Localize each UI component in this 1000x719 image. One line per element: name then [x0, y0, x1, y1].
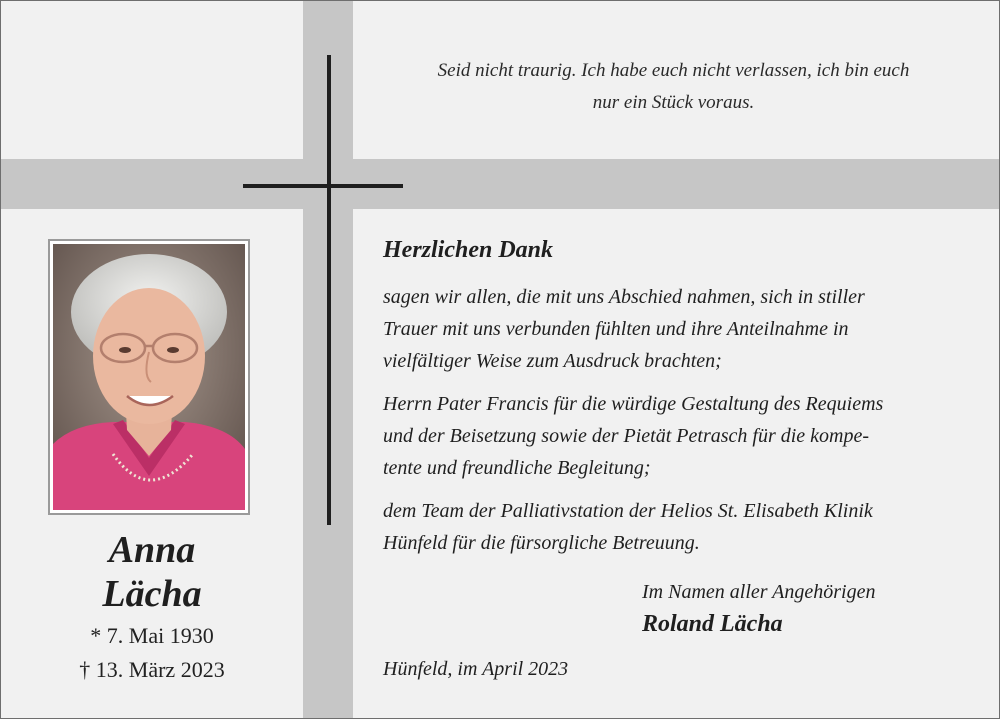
on-behalf-text: Im Namen aller Angehörigen — [642, 581, 876, 603]
birth-date: * 7. Mai 1930 — [90, 623, 214, 648]
death-date: † 13. März 2023 — [79, 657, 225, 682]
cross-icon-horizontal-bar — [243, 184, 403, 188]
thanks-paragraph — [383, 495, 983, 559]
deceased-last-name: Lächa — [102, 573, 202, 615]
thanks-line: und der Beisetzung sowie der Pietät Petrasch für die kompe- — [383, 425, 870, 447]
place-date: Hünfeld, im April 2023 — [383, 658, 569, 680]
thanks-line: Hünfeld für die fürsorgliche Betreuung. — [383, 532, 700, 554]
motto-quote — [386, 55, 961, 119]
thanks-line: Trauer mit uns verbunden fühlten und ihre Anteilnahme in — [383, 318, 849, 340]
thanks-line: vielfältiger Weise zum Ausdruck brachten; — [383, 350, 722, 372]
signer-name: Roland Lächa — [642, 611, 783, 637]
thanks-line: dem Team der Palliativstation der Helios St. Elisabeth Klinik — [383, 500, 873, 522]
thanks-paragraph — [383, 281, 983, 377]
portrait-photo — [48, 239, 250, 515]
thanks-heading: Herzlichen Dank — [383, 237, 554, 263]
thanks-line: Herrn Pater Francis für die würdige Gestaltung des Requiems — [383, 393, 884, 415]
deceased-first-name: Anna — [108, 529, 196, 571]
cross-band-horizontal — [1, 159, 999, 209]
motto-line: Seid nicht traurig. Ich habe euch nicht verlassen, ich bin euch — [437, 60, 910, 81]
cross-icon-vertical-bar — [327, 55, 331, 525]
thanks-paragraph — [383, 388, 983, 484]
thanks-line: tente und freundliche Begleitung; — [383, 457, 651, 479]
portrait-image — [53, 244, 245, 510]
thanks-line: sagen wir allen, die mit uns Abschied nahmen, sich in stiller — [383, 286, 865, 308]
motto-line: nur ein Stück voraus. — [592, 92, 755, 113]
